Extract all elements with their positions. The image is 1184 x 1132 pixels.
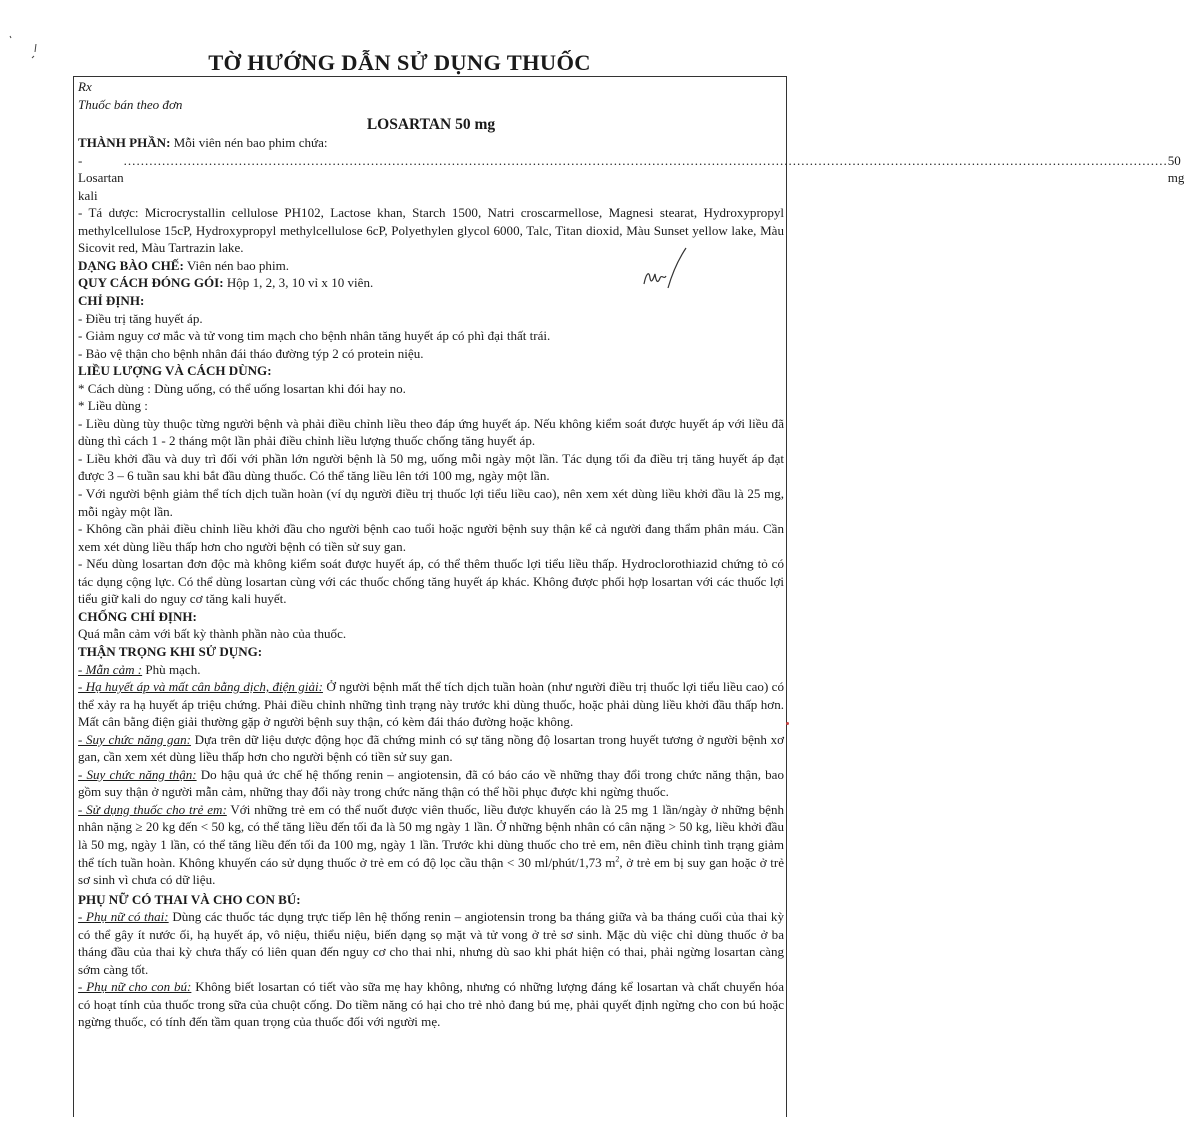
precaution-label: - Suy chức năng thận:	[78, 766, 197, 782]
indication-item: - Bảo vệ thận cho bệnh nhân đái tháo đường týp 2 có protein niệu.	[78, 345, 424, 361]
dose-label: * Liều dùng :	[78, 398, 148, 414]
dose-item: - Nếu dùng losartan đơn độc mà không kiểm soát được huyết áp, có thể thêm thuốc lợi tiểu liều thấp. Hydroclorothiazid chứng tỏ có tác dụng cộng lực. Có thể dùng losartan cùng với các thuốc chống tăng huyết áp khác. Không được phối hợp losartan với các thuốc lợi tiểu giữ kali do nguy cơ tăng kali huyết.	[78, 556, 784, 607]
dot-leader: .....................................................................................................................................................................................................................................................	[123, 152, 1168, 168]
page-title: TỜ HƯỚNG DẪN SỬ DỤNG THUỐC	[208, 50, 591, 75]
precaution-text: Dựa trên dữ liệu dược động học đã chứng minh có sự tăng nồng độ losartan trong huyết tương ở người bệnh xơ gan, cần xem xét dùng liều thấp hơn cho người bệnh có tiền sử suy gan.	[78, 731, 784, 765]
dosage-form	[78, 257, 784, 275]
excipients: - Tá dược: Microcrystallin cellulose PH102, Lactose khan, Starch 1500, Natri croscarmellose, Magnesi stearat, Hydroxypropyl methylcellulose 15cP, Hydroxypropyl methylcellulose 6cP, Polyethylen glycol 6000, Talc, Titan dioxid, Màu Sunset yellow lake, Màu Sicovit red, Màu Tartrazin lake.	[78, 205, 784, 256]
indication-item: - Điều trị tăng huyết áp.	[78, 310, 203, 326]
dosage-form-heading: DẠNG BÀO CHẾ:	[78, 257, 184, 273]
precaution-label: - Suy chức năng gan:	[78, 731, 191, 747]
drug-name: LOSARTAN 50 mg	[366, 116, 496, 134]
dose-item: - Liều dùng tùy thuộc từng người bệnh và phải điều chỉnh liều theo đáp ứng huyết áp. Nếu không kiểm soát được huyết áp với liều đã dùng thì cách 1 - 2 tháng một lần phải điều chỉnh liều lượng thuốc chống tăng huyết áp.	[78, 415, 784, 449]
precaution-item	[78, 678, 784, 731]
precaution-label: - Sử dụng thuốc cho trẻ em:	[78, 801, 227, 817]
dose-item: - Với người bệnh giảm thể tích dịch tuần hoàn (ví dụ người điều trị thuốc lợi tiểu liều cao), nên xem xét dùng liều khởi đầu là 25 mg, mỗi ngày một lần.	[78, 486, 784, 519]
active-ingredient-line	[78, 152, 1184, 205]
packaging	[78, 274, 784, 292]
packaging-heading: QUY CÁCH ĐÓNG GÓI:	[78, 275, 224, 291]
packaging-text: Hộp 1, 2, 3, 10 vỉ x 10 viên.	[223, 275, 374, 291]
rx-mark: Rx	[78, 79, 92, 94]
pregnancy-item	[78, 908, 784, 978]
precaution-label: - Hạ huyết áp và mất cân bằng dịch, điện giải:	[78, 679, 323, 695]
pregnancy-text: Dùng các thuốc tác dụng trực tiếp lên hệ thống renin – angiotensin trong ba tháng giữa và ba tháng cuối của thai kỳ có thể gây ít nước ối, hạ huyết áp, vô niệu, thiểu niệu, biến dạng sọ mặt và tử vong ở trẻ sơ sinh. Mặc dù việc chỉ dùng thuốc ở ba tháng đầu của thai kỳ chưa thấy có liên quan đến nguy cơ cho thai nhi, nhưng dù sao khi phát hiện có thai, phải ngừng losartan càng sớm càng tốt.	[78, 909, 784, 977]
pregnancy-text: Không biết losartan có tiết vào sữa mẹ hay không, nhưng có những lượng đáng kể losartan và chất chuyển hóa có hoạt tính của thuốc trong sữa của chuột cống. Do tiềm năng có hại cho trẻ nhỏ đang bú mẹ, phải quyết định ngừng cho con bú hoặc ngừng thuốc, có tính đến tầm quan trọng của thuốc đối với người mẹ.	[78, 979, 784, 1030]
active-ingredient-label: - Losartan kali	[78, 152, 124, 203]
contraindications-text: Quá mẫn cảm với bất kỳ thành phần nào của thuốc.	[78, 626, 347, 642]
usage-text: * Cách dùng : Dùng uống, có thể uống losartan khi đói hay no.	[78, 380, 406, 396]
precautions-heading: THẬN TRỌNG KHI SỬ DỤNG:	[78, 643, 263, 659]
pregnancy-label: - Phụ nữ cho con bú:	[78, 979, 192, 995]
dosage-heading: LIỀU LƯỢNG VÀ CÁCH DÙNG:	[78, 363, 272, 379]
precaution-text: Với những trẻ em có thể nuốt được viên thuốc, liều được khuyến cáo là 25 mg 1 lần/ngày ở những bệnh nhân nặng ≥ 20 kg đến < 50 kg, có thể tăng liều đến tối đa là 50 mg ngày 1 lần. Ở những bệnh nhân có cân nặng > 50 kg, liều khởi đầu là 50 mg, ngày 1 lần, có thể tăng liều đến tối đa 100 mg, ngày 1 lần. Trước khi dùng thuốc cho trẻ em, nên điều chỉnh tình trạng giảm thể tích tuần hoàn. Không khuyến cáo sử dụng thuốc ở trẻ em có độ lọc cầu thận < 30 ml/phút/1,73 m	[78, 801, 784, 870]
prescription-note: Thuốc bán theo đơn	[78, 96, 183, 112]
composition-heading: THÀNH PHẦN:	[78, 135, 171, 151]
contraindications-heading: CHỐNG CHỈ ĐỊNH:	[78, 608, 197, 624]
precaution-text-tail: , ở trẻ em bị suy gan hoặc ở trẻ sơ sinh vì chưa có dữ liệu.	[78, 854, 784, 888]
precaution-item	[78, 801, 784, 889]
pregnancy-label: - Phụ nữ có thai:	[78, 909, 169, 925]
dose-item: - Không cần phải điều chỉnh liều khởi đầu cho người bệnh cao tuổi hoặc người bệnh suy thận kể cả người đang thẩm phân máu. Cần xem xét dùng liều thấp hơn cho người bệnh có tiền sử suy gan.	[78, 521, 784, 554]
composition-intro	[78, 134, 784, 152]
dose-item: - Liều khởi đầu và duy trì đối với phần lớn người bệnh là 50 mg, uống mỗi ngày một lần. Tác dụng tối đa điều trị tăng huyết áp đạt được 3 – 6 tuần sau khi bắt đầu dùng thuốc. Có thể tăng liều lên tới 100 mg, ngày một lần.	[78, 450, 784, 484]
pregnancy-heading: PHỤ NỮ CÓ THAI VÀ CHO CON BÚ:	[78, 891, 301, 907]
precaution-text: Do hậu quả ức chế hệ thống renin – angiotensin, đã có báo cáo về những thay đổi trong chức năng thận, bao gồm suy thận ở người mẫn cảm, những thay đổi này trong chức năng thận có thể hồi phục được khi ngừng thuốc.	[78, 766, 784, 800]
document-body	[78, 78, 1184, 1031]
indications-heading: CHỈ ĐỊNH:	[78, 293, 145, 309]
superscript: 2	[615, 854, 620, 864]
active-ingredient-amount: 50 mg	[1167, 152, 1184, 186]
precaution-item	[78, 766, 784, 801]
precaution-label: - Mẫn cảm :	[78, 661, 143, 677]
pregnancy-item	[78, 978, 784, 1031]
indication-item: - Giảm nguy cơ mắc và tử vong tim mạch cho bệnh nhân tăng huyết áp có phì đại thất trái.	[78, 328, 551, 344]
precaution-item	[78, 661, 784, 679]
composition-intro-text: Mỗi viên nén bao phim chứa:	[170, 135, 328, 151]
scan-speck	[786, 722, 789, 725]
dosage-form-text: Viên nén bao phim.	[183, 257, 289, 273]
precaution-text: Ở người bệnh mất thể tích dịch tuần hoàn (như người điều trị thuốc lợi tiểu liều cao) có thể xảy ra hạ huyết áp triệu chứng. Phải điều chỉnh những tình trạng này trước khi dùng thuốc, hoặc phải dùng liều khởi đầu thấp hơn. Mất cân bằng điện giải thường gặp ở người bệnh suy thận, có kèm đái tháo đường hoặc không.	[78, 679, 784, 730]
precaution-text: Phù mạch.	[142, 661, 201, 677]
precaution-item	[78, 731, 784, 766]
